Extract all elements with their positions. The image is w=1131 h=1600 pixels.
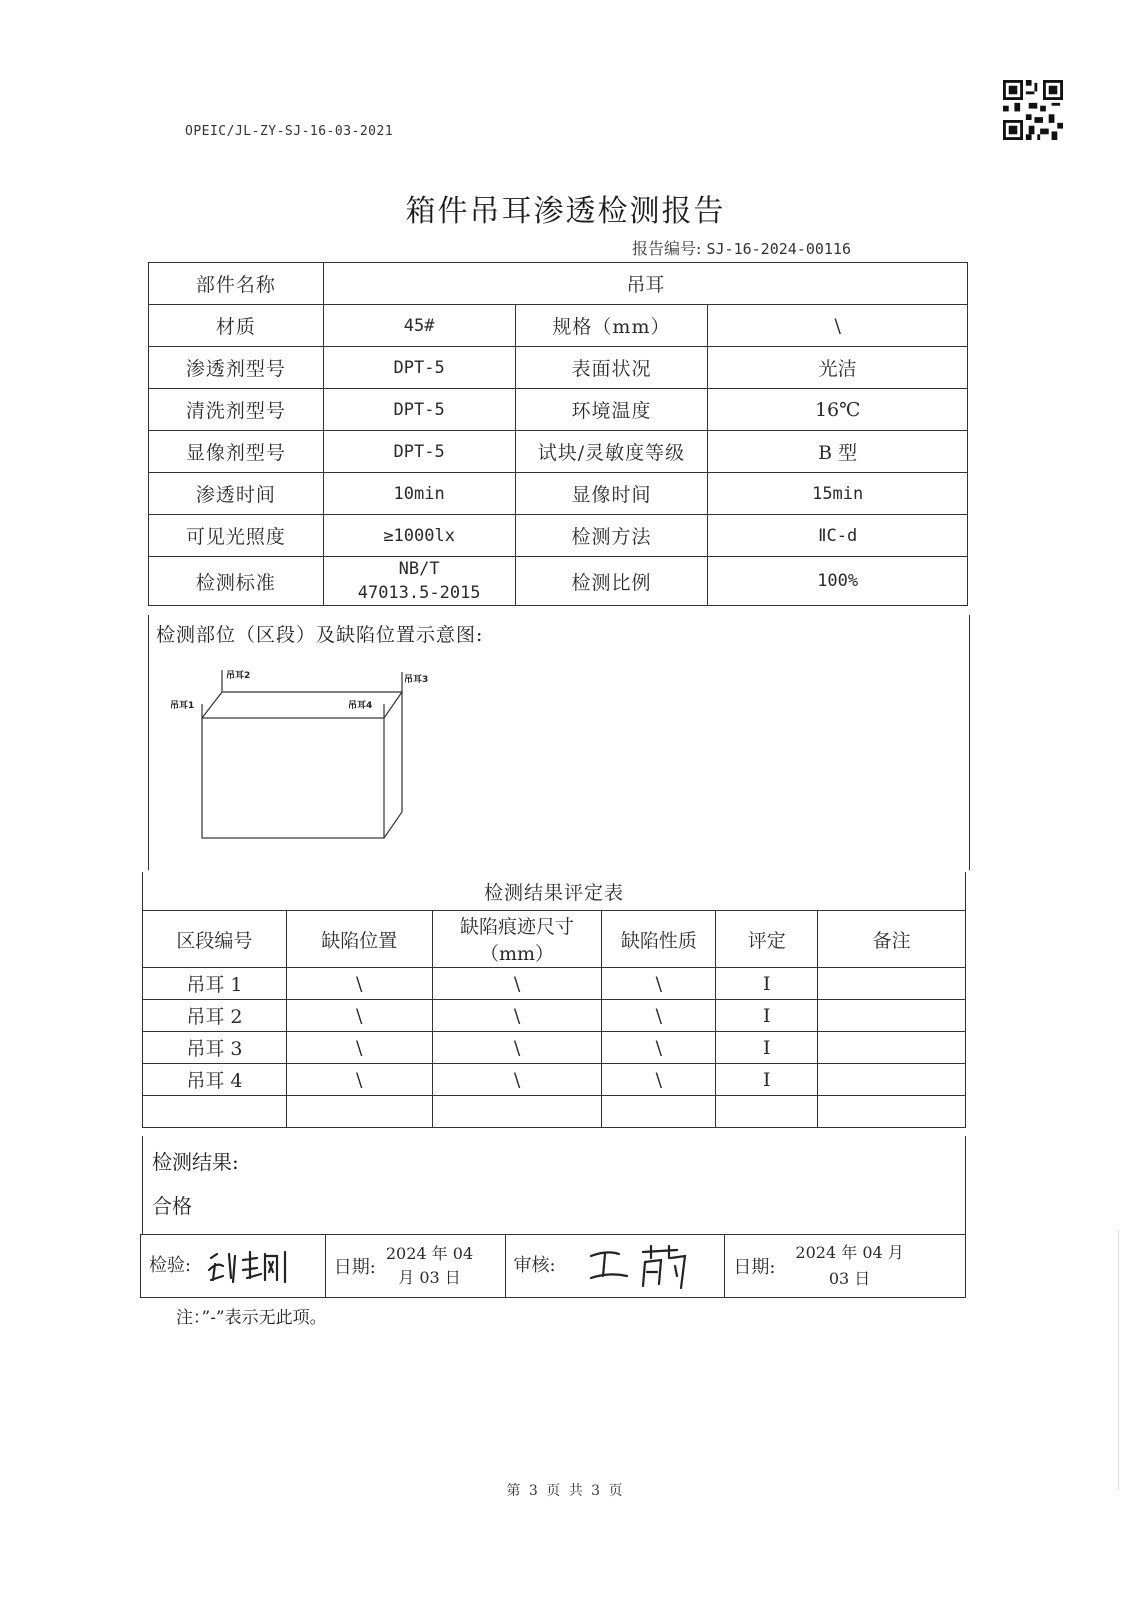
cell-position: \	[286, 1064, 432, 1096]
info-label: 检测方法	[515, 515, 708, 557]
info-label: 清洗剂型号	[149, 389, 324, 431]
reviewer-signature	[585, 1242, 695, 1290]
form-code: OPEIC/JL-ZY-SJ-16-03-2021	[185, 124, 394, 139]
report-number-label: 报告编号:	[632, 239, 702, 258]
cell-size: \	[432, 1000, 602, 1032]
lug-label-2: 吊耳2	[226, 671, 251, 681]
cell-section: 吊耳 4	[143, 1064, 287, 1096]
box-diagram	[170, 670, 450, 840]
part-name-value: 吊耳	[323, 263, 967, 305]
result-box	[142, 1136, 966, 1235]
info-value: 45#	[323, 305, 515, 347]
info-label: 试块/灵敏度等级	[515, 431, 708, 473]
page-number: 第 3 页 共 3 页	[506, 1483, 625, 1499]
cell-note	[818, 1000, 966, 1032]
info-label: 表面状况	[515, 347, 708, 389]
standard-line-2: 47013.5-2015	[357, 583, 481, 603]
column-header-size	[432, 911, 602, 968]
cell-position: \	[286, 1032, 432, 1064]
cell-empty	[818, 1096, 966, 1128]
cell-nature: \	[602, 968, 716, 1000]
info-value: \	[708, 305, 968, 347]
cell-size: \	[432, 1032, 602, 1064]
inspect-date-cell	[325, 1235, 505, 1298]
lug-label-4: 吊耳4	[348, 701, 373, 711]
cell-nature: \	[602, 1032, 716, 1064]
inspect-date-line-1: 2024 年 04	[385, 1244, 474, 1263]
inspector-signature	[207, 1246, 297, 1286]
inspection-info-table	[148, 262, 968, 606]
ratio-value: 100%	[708, 557, 968, 606]
column-header: 备注	[818, 911, 966, 968]
info-value: 16℃	[708, 389, 968, 431]
cell-size: \	[432, 968, 602, 1000]
cell-nature: \	[602, 1000, 716, 1032]
standard-value	[323, 557, 515, 606]
inspect-date-label: 日期:	[333, 1257, 376, 1278]
part-name-label: 部件名称	[149, 263, 324, 305]
lug-label-1: 吊耳1	[170, 701, 195, 711]
cell-empty	[286, 1096, 432, 1128]
inspect-date-line-2: 月 03 日	[398, 1268, 461, 1287]
cell-nature: \	[602, 1064, 716, 1096]
report-number	[632, 236, 851, 259]
cell-section: 吊耳 1	[143, 968, 287, 1000]
report-number-value: SJ-16-2024-00116	[706, 240, 851, 258]
column-header: 缺陷位置	[286, 911, 432, 968]
info-label: 材质	[149, 305, 324, 347]
cell-position: \	[286, 968, 432, 1000]
info-value: 10min	[323, 473, 515, 515]
info-value: 光洁	[708, 347, 968, 389]
report-title: 箱件吊耳渗透检测报告	[405, 194, 726, 229]
info-value: DPT-5	[323, 431, 515, 473]
cell-empty	[143, 1096, 287, 1128]
cell-section: 吊耳 3	[143, 1032, 287, 1064]
cell-position: \	[286, 1000, 432, 1032]
box-front-face	[202, 718, 384, 838]
cell-grade: I	[716, 968, 818, 1000]
table-row	[143, 968, 966, 1000]
lug-label-3: 吊耳3	[404, 675, 429, 685]
table-row	[143, 1064, 966, 1096]
cell-grade: I	[716, 1064, 818, 1096]
reviewer-cell	[505, 1235, 725, 1298]
cell-note	[818, 1032, 966, 1064]
cell-grade: I	[716, 1032, 818, 1064]
inspector-label: 检验:	[149, 1255, 192, 1276]
reviewer-label: 审核:	[513, 1255, 556, 1276]
cell-section: 吊耳 2	[143, 1000, 287, 1032]
info-value: B 型	[708, 431, 968, 473]
cell-note	[818, 1064, 966, 1096]
cell-empty	[716, 1096, 818, 1128]
info-label: 显像时间	[515, 473, 708, 515]
info-value: ⅡC-d	[708, 515, 968, 557]
qr-code-icon	[1003, 80, 1063, 140]
info-value: DPT-5	[323, 347, 515, 389]
size-header-line-1: 缺陷痕迹尺寸	[460, 916, 575, 938]
cell-size: \	[432, 1064, 602, 1096]
size-header-line-2: （mm）	[479, 943, 555, 965]
column-header: 区段编号	[143, 911, 287, 968]
column-header: 缺陷性质	[602, 911, 716, 968]
footnote: 注：”-”表示无此项。	[176, 1308, 327, 1328]
info-label: 渗透时间	[149, 473, 324, 515]
info-label: 显像剂型号	[149, 431, 324, 473]
scan-edge-line	[1118, 1230, 1119, 1490]
cell-grade: I	[716, 1000, 818, 1032]
review-date-label: 日期:	[733, 1257, 776, 1278]
table-row	[143, 1032, 966, 1064]
evaluation-caption: 检测结果评定表	[143, 872, 966, 911]
ratio-label: 检测比例	[515, 557, 708, 606]
result-value: 合格	[152, 1194, 192, 1218]
info-value: DPT-5	[323, 389, 515, 431]
inspector-cell	[141, 1235, 326, 1298]
info-value: ≥1000lx	[323, 515, 515, 557]
standard-line-1: NB/T	[398, 559, 440, 579]
cell-note	[818, 968, 966, 1000]
result-label: 检测结果:	[152, 1150, 239, 1174]
info-label: 环境温度	[515, 389, 708, 431]
column-header: 评定	[716, 911, 818, 968]
evaluation-table	[142, 872, 966, 1128]
info-label: 规格（mm）	[515, 305, 708, 347]
table-row	[143, 1000, 966, 1032]
info-value: 15min	[708, 473, 968, 515]
diagram-title: 检测部位（区段）及缺陷位置示意图:	[156, 624, 484, 646]
info-label: 渗透剂型号	[149, 347, 324, 389]
cell-empty	[432, 1096, 602, 1128]
standard-label: 检测标准	[149, 557, 324, 606]
review-date-line-2: 03 日	[828, 1269, 871, 1288]
review-date-cell	[725, 1235, 966, 1298]
table-row-empty	[143, 1096, 966, 1128]
review-date-line-1: 2024 年 04 月	[795, 1243, 904, 1262]
cell-empty	[602, 1096, 716, 1128]
info-label: 可见光照度	[149, 515, 324, 557]
signoff-table	[140, 1234, 966, 1298]
